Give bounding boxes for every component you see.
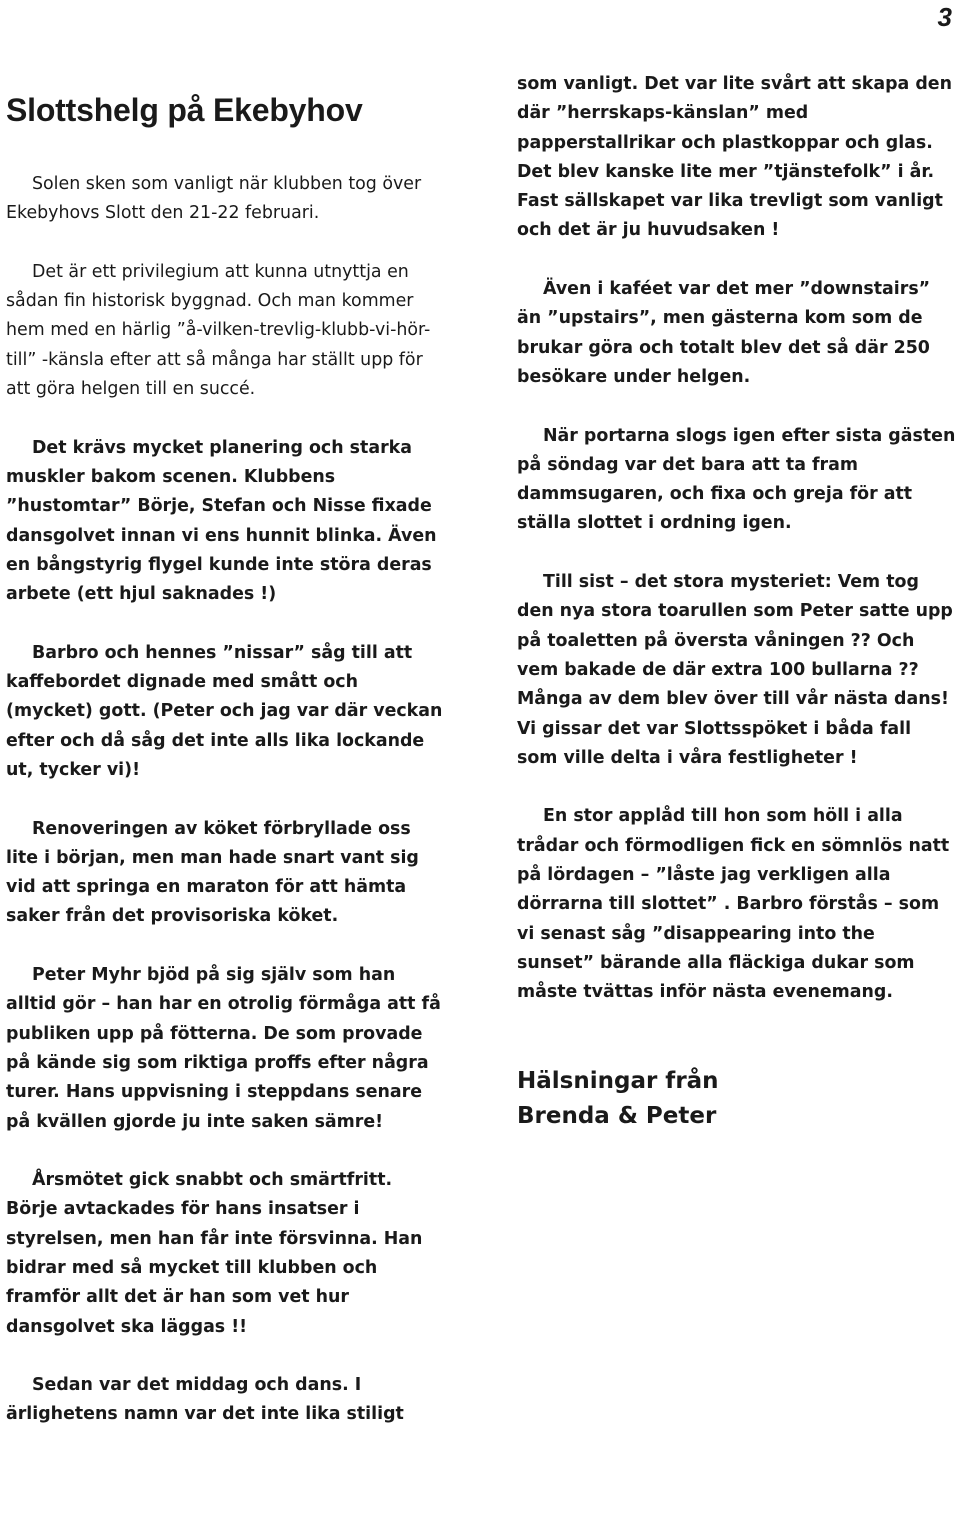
- paragraph-coffee-table: Barbro och hennes ”nissar” såg till att kaffebordet dignade med smått och (mycket) gott. (Peter och jag var där veckan efter och då såg det inte alls lika lockande ut, tycker vi)!: [6, 642, 443, 780]
- paragraph-privilege: Det är ett privilegium att kunna utnyttja en sådan fin historisk byggnad. Och man kommer hem med en härlig ”å-vilken-trevlig-klubb-vi-hör-till” -känsla efter att så många har ställt upp för att göra helgen till en succé.: [6, 261, 431, 400]
- signoff: Hälsningar från Brenda & Peter: [517, 1068, 719, 1129]
- paragraph-applause: En stor applåd till hon som höll i alla trådar och förmodligen fick en sömnlös natt på lördagen – ”låste jag verkligen alla dörrarna till slottet” . Barbro förstås – som vi senast såg ”disappearing into the sunset” bärande alla fläckiga dukar som måste tvättas inför nästa evenemang.: [517, 806, 950, 1003]
- paragraph-intro: Solen sken som vanligt när klubben tog över Ekebyhovs Slott den 21-22 februari.: [6, 174, 422, 224]
- paragraph-planning: Det krävs mycket planering och starka muskler bakom scenen. Klubbens ”hustomtar” Börje, Stefan och Nisse fixade dansgolvet innan vi ens hunnit blinka. Även en bångstyrig flygel kunde inte störa deras arbete (ett hjul saknades !): [6, 437, 437, 605]
- paragraph-dinner: Sedan var det middag och dans. I ärlighetens namn var det inte lika stiligt: [6, 1375, 404, 1425]
- left-column: [6, 170, 446, 1430]
- paragraph-continued: som vanligt. Det var lite svårt att skapa den där ”herrskaps-känslan” med papperstallrikar och plastkoppar och glas. Det blev kanske lite mer ”tjänstefolk” i år. Fast sällskapet var lika trevligt som vanligt och det är ju huvudsaken !: [517, 74, 952, 241]
- right-column: [517, 70, 957, 1008]
- paragraph-kitchen: Renoveringen av köket förbryllade oss lite i början, men man hade snart vant sig vid att springa en maraton för att hämta saker från det provisoriska köket.: [6, 818, 419, 927]
- paragraph-closing: När portarna slogs igen efter sista gästen på söndag var det bara att ta fram dammsugaren, och fixa och greja för att ställa slottet i ordning igen.: [517, 425, 956, 534]
- article-title: Slottshelg på Ekebyhov: [6, 92, 363, 128]
- paragraph-cafe: Även i kaféet var det mer ”downstairs” än ”upstairs”, men gästerna kom som de brukar göra och totalt blev det så där 250 besökare under helgen.: [517, 279, 931, 387]
- paragraph-peter-myhr: Peter Myhr bjöd på sig själv som han alltid gör – han har en otrolig förmåga att få publiken upp på fötterna. De som provade på kände sig som riktiga proffs efter några turer. Hans uppvisning i steppdans senare på kvällen gjorde ju inte saken sämre!: [6, 965, 441, 1132]
- paragraph-annual-meeting: Årsmötet gick snabbt och smärtfritt. Börje avtackades för hans insatser i styrelsen, men han får inte försvinna. Han bidrar med så mycket till klubben och framför allt det är han som vet hur dansgolvet ska läggas !!: [6, 1170, 423, 1337]
- page-number: 3: [937, 2, 952, 32]
- paragraph-mystery: Till sist – det stora mysteriet: Vem tog den nya stora toarullen som Peter satte upp på toaletten på översta våningen ?? Och vem bakade de där extra 100 bullarna ?? Många av dem blev över till vår nästa dans! Vi gissar det var Slottsspöket i båda fall som ville delta i våra festligheter !: [517, 572, 953, 768]
